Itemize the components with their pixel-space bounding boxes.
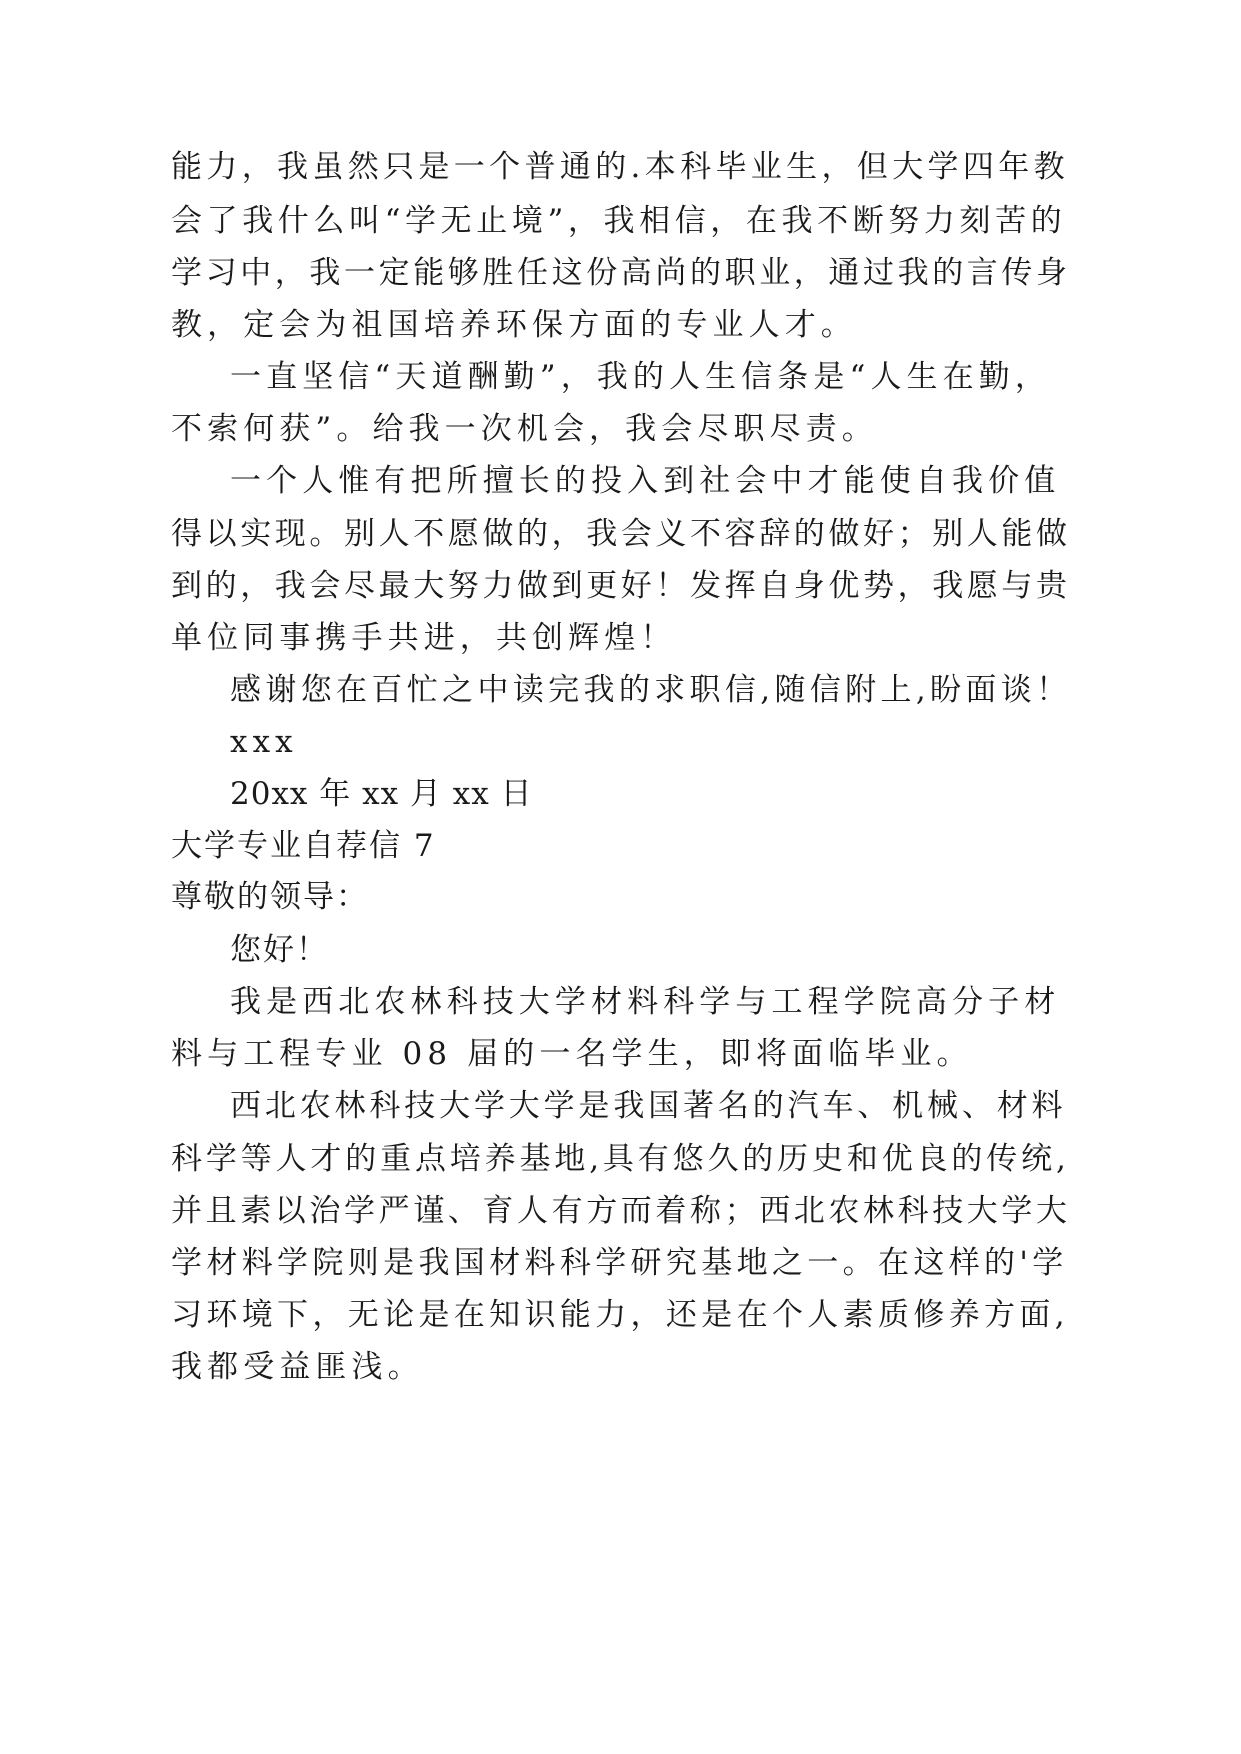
greeting: 您好！	[230, 932, 329, 968]
text-line: 一直坚信“天道酬勤”，我的人生信条是“人生在勤，	[230, 359, 1051, 395]
text-line: 料与工程专业 08 届的一名学生，即将面临毕业。	[171, 1036, 973, 1072]
text-line: 会了我什么叫“学无止境”，我相信，在我不断努力刻苦的	[171, 203, 1067, 239]
salutation: 尊敬的领导：	[171, 879, 369, 915]
text-line: 不索何获”。给我一次机会，我会尽职尽责。	[171, 411, 878, 447]
text-line: 学习中，我一定能够胜任这份高尚的职业，通过我的言传身	[171, 255, 1071, 291]
text-line: 我都受益匪浅。	[171, 1349, 424, 1385]
text-line: 教，定会为祖国培养环保方面的专业人才。	[171, 307, 857, 343]
text-line: 得以实现。别人不愿做的，我会义不容辞的做好；别人能做	[171, 516, 1071, 552]
text-line: 到的，我会尽最大努力做到更好！发挥自身优势，我愿与贵	[171, 568, 1071, 604]
text-line: 并且素以治学严谨、育人有方而着称；西北农林科技大学大	[171, 1193, 1071, 1229]
text-line: 学材料学院则是我国材料科学研究基地之一。在这样的'学	[171, 1245, 1068, 1281]
date-line: 20xx 年 xx 月 xx 日	[230, 776, 533, 812]
letter-title: 大学专业自荐信 7	[171, 828, 436, 864]
text-line: 我是西北农林科技大学材料科学与工程学院高分子材	[230, 984, 1061, 1020]
text-line: 单位同事携手共进，共创辉煌！	[171, 620, 677, 656]
text-line: 能力，我虽然只是一个普通的.本科毕业生，但大学四年教	[171, 149, 1069, 185]
text-line: 一个人惟有把所擅长的投入到社会中才能使自我价值	[230, 463, 1061, 499]
text-line: 科学等人才的重点培养基地,具有悠久的历史和优良的传统,	[171, 1141, 1070, 1177]
text-line: 西北农林科技大学大学是我国著名的汽车、机械、材料	[230, 1088, 1067, 1124]
text-line: 习环境下，无论是在知识能力，还是在个人素质修养方面,	[171, 1297, 1069, 1333]
signature: xxx	[230, 724, 298, 760]
text-line: 感谢您在百忙之中读完我的求职信,随信附上,盼面谈！	[230, 672, 1072, 708]
